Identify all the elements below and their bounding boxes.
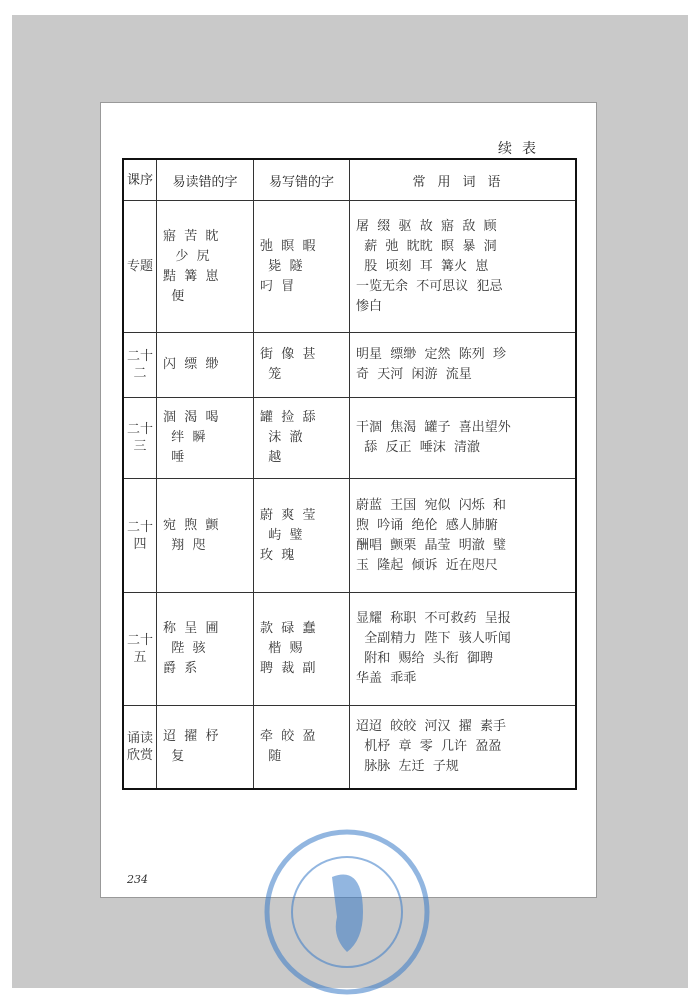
cell-write (254, 706, 350, 789)
header-common-words: 常用词语 (350, 159, 577, 201)
cell-line: 干涸 焦渴 罐子 喜出望外 (356, 420, 511, 435)
cell-write (254, 593, 350, 706)
cell-line: 寤 苦 眈 (163, 228, 219, 244)
table-row (123, 706, 576, 789)
cell-line: 翔 咫 (163, 537, 206, 553)
cell-line: 显耀 称职 不可救药 呈报 (356, 611, 511, 626)
cell-words (350, 593, 577, 706)
header-misread: 易读错的字 (157, 159, 254, 201)
cell-words (350, 333, 577, 398)
cell-line: 惨白 (356, 298, 383, 314)
cell-line: 黠 篝 崽 (163, 268, 219, 284)
cell-line: 屿 璧 (260, 527, 303, 543)
cell-line: 迢迢 皎皎 河汉 擢 素手 (356, 718, 507, 734)
cell-words (350, 479, 577, 593)
cell-line: 叼 冒 (260, 278, 295, 294)
table-row (123, 333, 576, 398)
cell-read (157, 479, 254, 593)
table-row (123, 398, 576, 479)
cell-line: 爵 系 (163, 661, 198, 676)
cell-line: 楷 赐 (260, 641, 303, 656)
cell-line: 奇 天河 闲游 流星 (356, 367, 472, 382)
cell-line: 唾 (163, 450, 185, 465)
cell-lesson: 二十四 (123, 479, 157, 593)
cell-line: 随 (260, 748, 282, 764)
header-lesson: 课序 (123, 159, 157, 201)
cell-line: 涸 渴 喝 (163, 410, 219, 425)
cell-line: 煦 吟诵 绝伦 感人肺腑 (356, 517, 498, 533)
cell-line: 称 呈 圃 (163, 621, 219, 636)
cell-line: 便 (163, 288, 185, 304)
cell-line: 聘 裁 副 (260, 661, 316, 676)
cell-line: 酬唱 颤栗 晶莹 明澈 璧 (356, 537, 507, 553)
cell-line: 复 (163, 748, 185, 764)
cell-line: 牵 皎 盈 (260, 728, 316, 744)
cell-line: 附和 赐给 头衔 御聘 (356, 651, 494, 666)
cell-line: 闪 缥 缈 (163, 357, 219, 372)
cell-line: 罐 捡 舔 (260, 410, 316, 425)
watermark-logo (262, 827, 432, 997)
cell-line: 绊 瞬 (163, 430, 206, 445)
cell-write (254, 398, 350, 479)
cell-line: 全副精力 陛下 骇人听闻 (356, 631, 511, 646)
cell-read (157, 398, 254, 479)
table-row (123, 201, 576, 333)
cell-line: 宛 煦 颤 (163, 517, 219, 533)
cell-line: 迢 擢 杼 (163, 728, 219, 744)
cell-line: 毙 隧 (260, 258, 303, 274)
cell-line: 越 (260, 450, 282, 465)
table-row (123, 593, 576, 706)
table-header-row (123, 159, 576, 201)
cell-line: 华盖 乖乖 (356, 671, 417, 686)
cell-line: 机杼 章 零 几许 盈盈 (356, 738, 502, 754)
cell-line: 脉脉 左迁 子规 (356, 758, 459, 774)
cell-line: 街 像 甚 (260, 347, 316, 362)
cell-read (157, 201, 254, 333)
page-number: 234 (127, 873, 148, 886)
cell-words (350, 398, 577, 479)
cell-line: 蔚蓝 王国 宛似 闪烁 和 (356, 497, 507, 513)
cell-lesson: 二十二 (123, 333, 157, 398)
cell-write (254, 333, 350, 398)
cell-line: 笼 (260, 367, 282, 382)
continued-label: 续表 (498, 141, 546, 157)
cell-line: 明星 缥缈 定然 陈列 珍 (356, 347, 507, 362)
cell-line: 股 顷刻 耳 篝火 崽 (356, 258, 489, 274)
cell-line: 一览无余 不可思议 犯忌 (356, 278, 503, 294)
cell-read (157, 593, 254, 706)
cell-line: 弛 瞑 暇 (260, 238, 316, 254)
cell-line: 舔 反正 唾沫 清澈 (356, 440, 481, 455)
table-row (123, 479, 576, 593)
cell-lesson: 专题 (123, 201, 157, 333)
cell-line: 薪 弛 眈眈 瞑 暴 洞 (356, 238, 497, 254)
cell-line: 玉 隆起 倾诉 近在咫尺 (356, 557, 498, 573)
cell-write (254, 479, 350, 593)
cell-words (350, 706, 577, 789)
cell-line: 少 尻 (163, 248, 210, 264)
cell-read (157, 333, 254, 398)
cell-line: 款 碌 蠢 (260, 621, 316, 636)
cell-lesson: 二十五 (123, 593, 157, 706)
cell-lesson: 二十三 (123, 398, 157, 479)
vocabulary-table (122, 158, 577, 790)
header-miswritten: 易写错的字 (254, 159, 350, 201)
cell-line: 屠 缀 驱 故 寤 敌 顾 (356, 218, 497, 234)
cell-line: 沫 澈 (260, 430, 303, 445)
cell-words (350, 201, 577, 333)
cell-lesson: 诵读欣赏 (123, 706, 157, 789)
cell-line: 陛 骇 (163, 641, 206, 656)
cell-line: 蔚 爽 莹 (260, 507, 316, 523)
cell-line: 玫 瑰 (260, 547, 295, 563)
cell-read (157, 706, 254, 789)
cell-write (254, 201, 350, 333)
